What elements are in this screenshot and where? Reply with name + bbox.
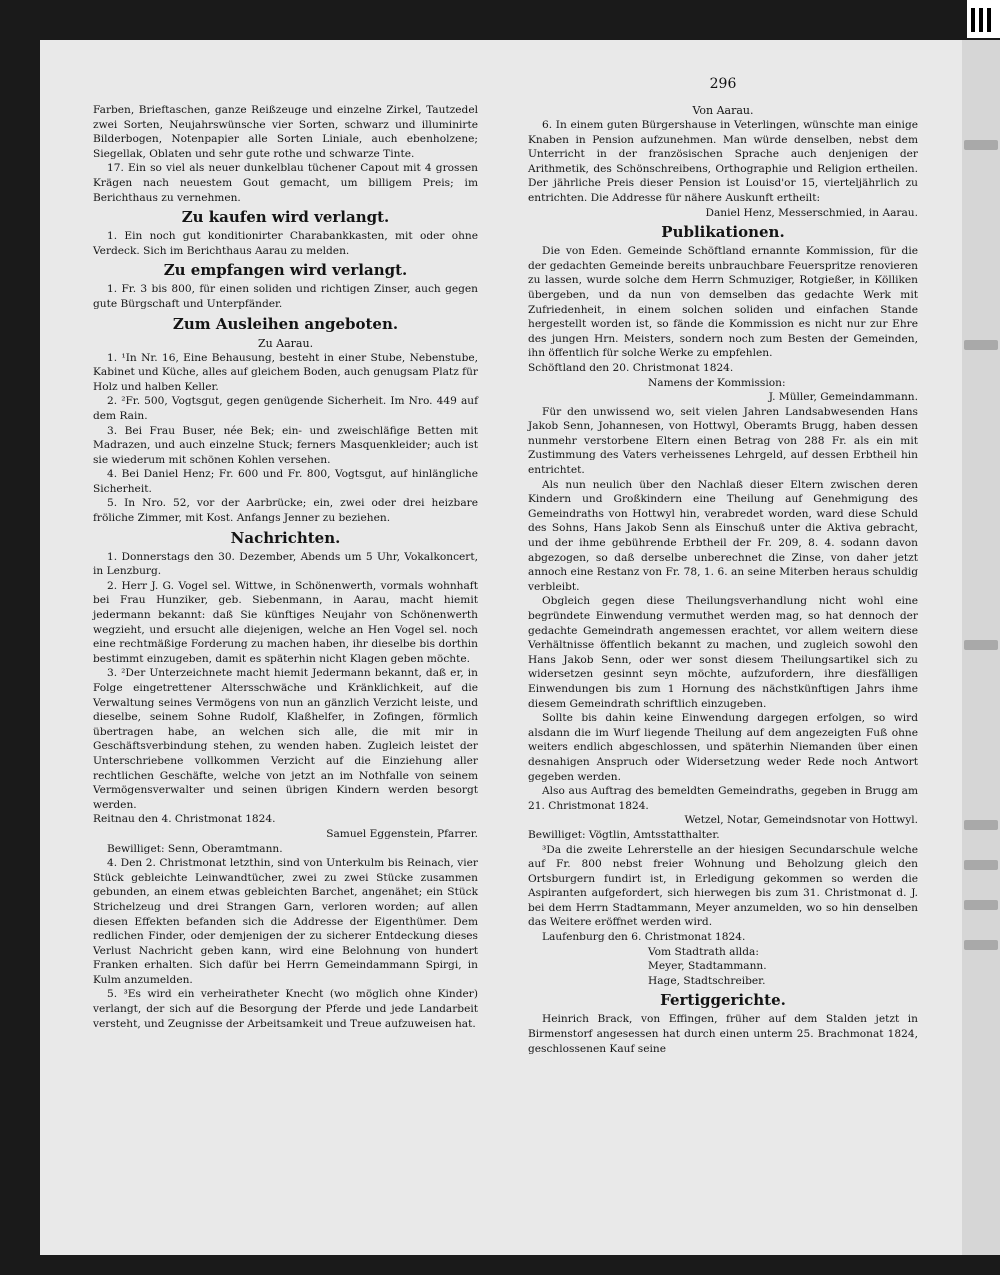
text-line: Reitnau den 4. Christmonat 1824. — [93, 813, 276, 826]
notice-paragraph: Für den unwissend wo, seit vielen Jahren Landsabwesenden Hans Jakob Senn, Johannesen, von Hottwyl, Oberamts Brugg, haben dessen nunmehr verstorbene Eltern einen Betrag von 288 Fr. als ein mit Zustimmung des Vaters verheissenes Lehrgeld, auf dessen Erbtheil hin entrichtet. — [528, 405, 918, 477]
subheading: Zu Aarau. — [257, 336, 314, 350]
signature-line: Daniel Henz, Messerschmied, in Aarau. — [705, 206, 918, 219]
signature-line: Wetzel, Notar, Gemeindsnotar von Hottwyl. — [684, 814, 918, 827]
notice-paragraph: 5. In Nro. 52, vor der Aarbrücke; ein, zwei oder drei heizbare fröliche Zimmer, mit Kost. Anfangs Jenner zu beziehen. — [93, 497, 478, 525]
notice-paragraph: 2. Herr J. G. Vogel sel. Wittwe, in Schönenwerth, vormals wohnhaft bei Frau Hunziker, geb. Siebenmann, in Aarau, macht hiemit jedermann bekannt: daß Sie künftiges Neujahr von Schönenwerth wegzieht, und ersucht alle diejenigen, welche an Hen Vogel sel. noch eine rechtmäßige Forderung zu machen haben, ihr dieselbe bis dorthin bestimmt einzugeben, damit es späterhin nicht Klagen geben möchte. — [93, 579, 478, 665]
signature-line: Samuel Eggenstein, Pfarrer. — [326, 827, 478, 840]
section-heading: Publikationen. — [661, 223, 785, 242]
notice-paragraph: 1. ¹In Nr. 16, Eine Behausung, besteht in einer Stube, Nebenstube, Kabinet und Küche, alles auf gleichem Boden, auch genugsam Platz für Holz und halben Keller. — [93, 351, 478, 393]
notice-paragraph: Sollte bis dahin keine Einwendung dargegen erfolgen, so wird alsdann die im Wurf liegende Theilung auf dem angezeigten Fuß ohne weiters endlich abgeschlossen, und späterhin Niemanden über einen desnahigen Anspruch oder Widersetzung weder Rede noch Antwort gegeben werden. — [528, 712, 918, 783]
notice-paragraph: 4. Bei Daniel Henz; Fr. 600 und Fr. 800, Vogtsgut, auf hinlängliche Sicherheit. — [93, 468, 478, 495]
right-column — [528, 103, 918, 1056]
section-heading: Zu kaufen wird verlangt. — [181, 208, 390, 227]
notice-paragraph: 17. Ein so viel als neuer dunkelblau tüchener Capout mit 4 grossen Krägen nach neuestem Gout gemacht, um billigem Preis; im Berichthaus zu vernehmen. — [93, 162, 478, 204]
scale-ruler — [967, 0, 1000, 38]
notice-paragraph: Obgleich gegen diese Theilungsverhandlung nicht wohl eine begründete Einwendung vermuthet werden mag, so hat dennoch der gedachte Gemeindrath angemessen erachtet, vor allem weitern diese Verhältnisse öffentlich bekannt zu machen, und zugleich sowohl den Hans Jakob Senn, oder wer sonst diesem Theilungsartikel sich zu widersetzen gesinnt seyn möchte, aufzufordern, ihre diesfälligen Einwendungen bis zum 1 Hornung des nächstkünftigen Jahrs ihme diesem Gemeindrath schriftlich einzugeben. — [528, 595, 918, 710]
notice-paragraph: 3. Bei Frau Buser, née Bek; ein- und zweischläfige Betten mit Madrazen, und auch einzelne Stuck; ferners Masquenkleider; auch ist sie wiederum mit schönen Kohlen versehen. — [93, 424, 478, 466]
notice-paragraph: Bewilliget: Senn, Oberamtmann. — [107, 842, 283, 855]
notice-paragraph: Heinrich Brack, von Effingen, früher auf dem Stalden jetzt in Birmenstorf angesessen hat durch einen unterm 25. Brachmonat 1824, geschlossenen Kauf seine — [528, 1013, 918, 1055]
notice-paragraph: Die von Eden. Gemeinde Schöftland ernannte Kommission, für die der gedachten Gemeinde bereits unbrauchbare Feuerspritze renovieren zu lassen, wurde solche dem Herrn Schmuziger, Rotgießer, in Kölliken übergeben, und da nun von demselben das gedachte Werk mit Zufriedenheit, in einem solchen soliden und einfachen Stande hergestellt worden ist, so fände die Kommission es nicht nur zur Ehre des jungen Hrn. Meisters, sondern noch zum Besten der Gemeinden, ihn öffentlich für solche Werke zu empfehlen. — [528, 245, 918, 360]
section-heading: Zu empfangen wird verlangt. — [163, 261, 408, 280]
text-line: Bewilliget: Vögtlin, Amtsstatthalter. — [528, 828, 720, 841]
notice-paragraph: 2. ²Fr. 500, Vogtsgut, gegen genügende Sicherheit. Im Nro. 449 auf dem Rain. — [93, 395, 478, 422]
notice-paragraph: 1. Donnerstags den 30. Dezember, Abends um 5 Uhr, Vokalkoncert, in Lenzburg. — [93, 550, 478, 578]
subheading: Von Aarau. — [692, 104, 754, 117]
notice-paragraph: 1. Ein noch gut konditionirter Charabankkasten, mit oder ohne Verdeck. Sich im Berichthaus Aarau zu melden. — [93, 230, 478, 257]
notice-paragraph: 1. Fr. 3 bis 800, für einen soliden und richtigen Zinser, auch gegen gute Bürgschaft und Unterpfänder. — [93, 283, 478, 310]
signature-line: J. Müller, Gemeindammann. — [768, 391, 918, 404]
notice-paragraph: 3. ²Der Unterzeichnete macht hiemit Jedermann bekannt, daß er, in Folge eingetrettener Altersschwäche und Kränklichkeit, auf die Verwaltung seines Vermögens von nun an gänzlich Verzicht leiste, und dieselbe, seinem Sohne Rudolf, Klaßhelfer, in Zofingen, förmlich übertragen habe, an welchen sich alle, die mit mir in Geschäftsverbindung stehen, zu wenden haben. Zugleich leistet der Unterschriebene vollkommen Verzicht auf die Einziehung aller rechtlichen Geschäfte, welche von jetzt an im Nothfalle von seinem Vermögensverwalter und seinen übrigen Kindern werden besorgt werden. — [93, 667, 478, 811]
left-column — [93, 103, 478, 1031]
notice-paragraph: Laufenburg den 6. Christmonat 1824. — [542, 931, 746, 944]
signature-line: Namens der Kommission: — [648, 376, 786, 389]
notice-paragraph: 6. In einem guten Bürgershause in Veterlingen, wünschte man einige Knaben in Pension aufzunehmen. Man würde denselben, nebst dem Unterricht in der französischen Sprache auch denjenigen der Arithmetik, des Schönschreibens, Orthographie und Religion ertheilen. Der jährliche Preis dieser Pension ist Louisd'or 15, vierteljährlich zu entrichten. Die Addresse für nähere Auskunft ertheilt: — [528, 119, 918, 204]
notice-paragraph: Also aus Auftrag des bemeldten Gemeindraths, gegeben in Brugg am 21. Christmonat 1824. — [528, 785, 918, 812]
notice-paragraph: 5. ³Es wird ein verheiratheter Knecht (wo möglich ohne Kinder) verlangt, der sich auf die Besorgung der Pferde und jede Landarbeit versteht, und Zeugnisse der Arbeitsamkeit und Treue aufzuweisen hat. — [93, 988, 478, 1030]
next-page-edge — [962, 40, 1000, 1255]
signature-line: Vom Stadtrath allda: — [648, 945, 759, 958]
section-heading: Nachrichten. — [230, 528, 341, 547]
section-heading: Zum Ausleihen angeboten. — [172, 314, 399, 333]
signature-line: Meyer, Stadtammann. — [648, 960, 767, 973]
signature-line: Hage, Stadtschreiber. — [648, 974, 766, 987]
text-line: Schöftland den 20. Christmonat 1824. — [528, 361, 734, 374]
notice-paragraph: ³Da die zweite Lehrerstelle an der hiesigen Secundarschule welche auf Fr. 800 nebst freier Wohnung und Beholzung gleich den Ortsburgern fundirt ist, in Erledigung gekommen so werden die Aspiranten aufgefordert, sich hierwegen bis zum 31. Christmonat d. J. bei dem Herrn Stadtammann, Meyer anzumelden, wo so hin denselben das Weitere eröffnet werden wird. — [528, 843, 918, 929]
text-line: Farben, Brieftaschen, ganze Reißzeuge und einzelne Zirkel, Tautzedel zwei Sorten, Neujahrswünsche vier Sorten, schwarz und illuminirte Bilderbogen, Notenpapier alle Sorten Liniale, auch ebenholzene; Siegellak, Oblaten und sehr gute rothe und schwarze Tinte. — [93, 104, 478, 160]
notice-paragraph: 4. Den 2. Christmonat letzthin, sind von Unterkulm bis Reinach, vier Stück gebleichte Leinwandtücher, zwei zu zwei Stücke zusammen gebunden, an einem etwas gebleichten Barchet, angenähet; ein Stück Strichelzeug und drei Strangen Garn, verloren worden; auf allen diesen Effekten befanden sich die Addresse der Eigenthümer. Dem redlichen Finder, oder demjenigen der zu sicherer Entdeckung dieses Verlust Nachricht geben kann, wird eine Belohnung von hundert Franken erhalten. Sich dafür bei Herrn Gemeindammann Spirgi, in Kulm anzumelden. — [93, 857, 478, 986]
section-heading: Fertiggerichte. — [660, 991, 786, 1010]
notice-paragraph: Als nun neulich über den Nachlaß dieser Eltern zwischen deren Kindern und Großkindern eine Theilung auf Genehmigung des Gemeindraths von Hottwyl hin, verabredet worden, ward diese Schuld des Sohns, Hans Jakob Senn als Einschuß unter die Aktiva gebracht, und der ihme gebührende Erbtheil der Fr. 209, 8. 4. sodann davon abgezogen, so daß derselbe unberechnet die Zinse, von daher jetzt annoch eine Restanz von Fr. 78, 1. 6. an seine Miterben heraus schuldig verbleibt. — [528, 478, 918, 593]
page-number: 296 — [709, 76, 737, 92]
